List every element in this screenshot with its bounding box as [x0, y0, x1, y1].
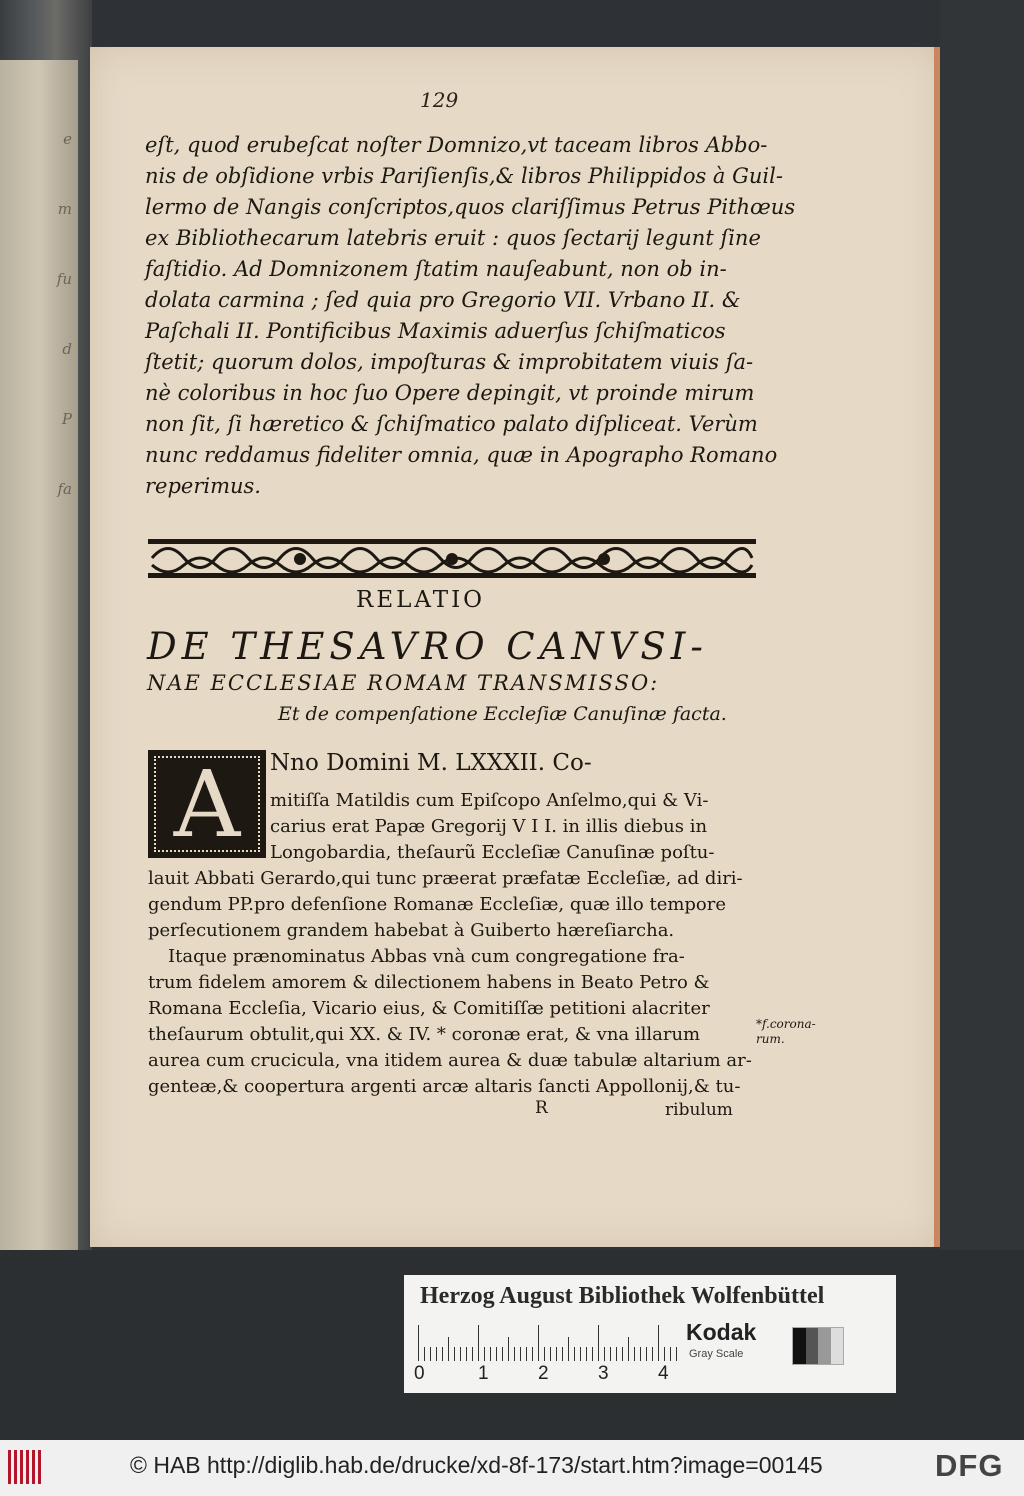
ruler-scale — [418, 1325, 680, 1361]
page-number: 129 — [420, 88, 459, 112]
body-line: theſaurum obtulit,qui XX. & IV. * coronæ erat, & vna illarum — [148, 1024, 701, 1045]
kodak-logo: Kodak — [686, 1319, 757, 1345]
body-line: Itaque prænominatus Abbas vnà cum congregatione fra- — [168, 946, 685, 967]
library-name: Herzog August Bibliothek Wolfenbüttel — [420, 1283, 825, 1309]
catchword: ribulum — [665, 1100, 733, 1120]
footer-bar — [0, 1440, 1024, 1496]
copyright-url[interactable]: © HAB http://diglib.hab.de/drucke/xd-8f-173/start.htm?image=00145 — [130, 1452, 823, 1478]
body-line: perſecutionem grandem habebat à Guiberto hæreſiarcha. — [148, 920, 675, 941]
dfg-logo: DFG — [935, 1448, 1004, 1483]
intro-line: non ſit, ſi hæretico & ſchiſmatico palato diſpliceat. Verùm — [145, 412, 758, 436]
body-line: Longobardia, theſaurũ Eccleſiæ Canuſinæ poſtu- — [270, 842, 715, 863]
body-line: Romana Eccleſia, Vicario eius, & Comitiſſæ petitioni alacriter — [148, 998, 710, 1019]
intro-line: eſt, quod erubeſcat noſter Domnizo,vt taceam libros Abbo- — [145, 133, 768, 157]
intro-line: ſtetit; quorum dolos, impoſturas & improbitatem viuis ſa- — [145, 350, 754, 374]
body-line: gendum PP.pro defenſione Romanæ Eccleſiæ, quæ illo tempore — [148, 894, 727, 915]
previous-page-edge: e m fu d P fa — [0, 60, 78, 1290]
ruler-number: 2 — [538, 1363, 549, 1384]
body-line: mitiſſa Matildis cum Epiſcopo Anſelmo,qui & Vi- — [270, 790, 709, 811]
intro-line: nè coloribus in hoc ſuo Opere depingit, vt proinde mirum — [145, 381, 755, 405]
intro-line: nunc reddamus fideliter omnia, quæ in Apographo Romano — [145, 443, 778, 467]
heading-second-line: NAE ECCLESIAE ROMAM TRANSMISSO: — [147, 671, 660, 695]
intro-line: nis de obſidione vrbis Pariſienſis,& libros Philippidos à Guil- — [145, 164, 783, 188]
margin-note-line: rum. — [756, 1032, 785, 1046]
color-calibration-card — [404, 1275, 896, 1393]
body-line: genteæ,& coopertura argenti arcæ altaris ſancti Appollonij,& tu- — [148, 1076, 741, 1097]
scanner-background-right — [940, 0, 1024, 1440]
intro-line: Paſchali II. Pontificibus Maximis aduerſus ſchiſmaticos — [145, 319, 726, 343]
heading-relatio: RELATIO — [356, 587, 486, 613]
intro-line: reperimus. — [145, 474, 261, 498]
intro-line: ex Bibliothecarum latebris eruit : quos ſectarij legunt ſine — [145, 226, 761, 250]
intro-line: dolata carmina ; ſed quia pro Gregorio VII. Vrbano II. & — [145, 288, 741, 312]
intro-paragraph — [145, 130, 796, 502]
margin-note — [756, 1017, 816, 1047]
body-line: carius erat Papæ Gregorij V I I. in illis diebus in — [270, 816, 708, 837]
ruler-number: 3 — [598, 1363, 609, 1384]
heading-main: DE THESAVRO CANVSI- — [147, 625, 708, 668]
ruler-number: 1 — [478, 1363, 489, 1384]
intro-line: faſtidio. Ad Domnizonem ſtatim nauſeabunt, non ob in- — [145, 257, 727, 281]
margin-note-line: *f.corona- — [756, 1017, 816, 1031]
decorative-ornament-band — [148, 535, 756, 581]
body-line: trum fidelem amorem & dilectionem habens in Beato Petro & — [148, 972, 710, 993]
gray-scale-label: Gray Scale — [689, 1348, 744, 1360]
ruler-number: 4 — [658, 1363, 669, 1384]
intro-line: lermo de Nangis conſcriptos,quos clariſſimus Petrus Pithœus — [145, 195, 796, 219]
heading-third-line: Et de compenſatione Eccleſiæ Canuſinæ facta. — [278, 703, 727, 725]
ruler-number: 0 — [414, 1363, 425, 1384]
body-line: lauit Abbati Gerardo,qui tunc præerat præfatæ Eccleſiæ, ad diri- — [148, 868, 743, 889]
hab-barcode-icon — [8, 1450, 46, 1484]
initial-letter: A — [173, 750, 241, 858]
decorated-initial — [148, 750, 266, 858]
signature-mark: R — [535, 1098, 548, 1118]
gray-swatch — [792, 1327, 844, 1365]
body-line: Nno Domini M. LXXXII. Co- — [270, 750, 592, 776]
body-line: aurea cum crucicula, vna itidem aurea & duæ tabulæ altarium ar- — [148, 1050, 752, 1071]
